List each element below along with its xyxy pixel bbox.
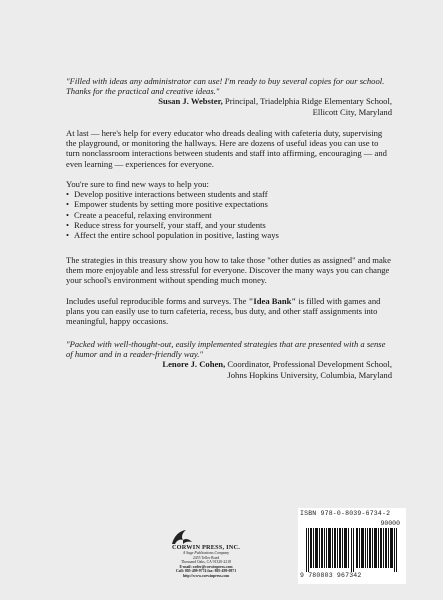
endorsement-2-role: Coordinator, Professional Development School, [227, 359, 392, 370]
benefits-list [66, 189, 392, 240]
intro-paragraph: At last — here's help for every educator who dreads dealing with cafeteria duty, supervising the playground, or monitoring the hallways. Here are dozens of useful ideas you can use to turn nonclassroom interactions between students and staff into affirming, encouraging — and even learning — experiences for everyone. [66, 128, 387, 169]
list-item: • Affect the entire school population in positive, lasting ways [66, 230, 392, 240]
endorsement-2-text: "Packed with well-thought-out, easily implemented strategies that are presented with a sense of humor and in a reader-friendly way." [66, 339, 386, 360]
list-item: • Create a peaceful, relaxing environment [66, 210, 392, 220]
includes-paragraph: Includes useful reproducible forms and surveys. The "Idea Bank" is filled with games and plans you can easily use to turn cafeteria, recess, bus duty, and other staff assignments into meaningful, happy occasions. [66, 296, 381, 327]
barcode-digits: 9 780803 967342 [300, 572, 362, 579]
publisher-company: A Sage Publications Company [182, 551, 230, 555]
isbn-label: ISBN 978-0-8039-6734-2 [300, 510, 391, 517]
strategies-paragraph: The strategies in this treasury show you how to take those "other duties as assigned" and make them more enjoyable and less stressful for everyone. Discover the many ways you can change your school's environment without spending much money. [66, 255, 391, 286]
publisher-block [166, 528, 246, 590]
publisher-web: http://www.corwinpress.com [182, 573, 230, 578]
price-code: 90000 [380, 520, 400, 527]
list-item: • Reduce stress for yourself, your staff, and your students [66, 220, 392, 230]
publisher-phone: Call: 805-499-9774 fax: 805-499-0871 [175, 569, 237, 574]
endorsement-2 [66, 339, 392, 380]
idea-bank-label: "Idea Bank" [248, 296, 297, 306]
endorsement-1 [66, 76, 392, 117]
publisher-email: E-mail: order@corwinpress.com [179, 564, 233, 569]
publisher-address-2: Thousand Oaks, CA 91320-2218 [181, 560, 231, 565]
publisher-name: CORWIN PRESS, INC. [171, 544, 241, 551]
endorsement-1-location: Ellicott City, Maryland [312, 106, 392, 117]
list-item: • Empower students by setting more positive expectations [66, 199, 392, 209]
benefits-heading: You're sure to find new ways to help you: [66, 179, 209, 189]
isbn-barcode [298, 508, 406, 584]
endorsement-1-attribution [66, 96, 392, 116]
benefits-section [66, 179, 392, 240]
publisher-address-1: 2455 Teller Road [192, 555, 220, 560]
endorsement-2-location: Johns Hopkins University, Columbia, Maryland [227, 369, 392, 380]
endorsement-2-name: Lenore J. Cohen, [162, 359, 226, 370]
barcode-bars [306, 528, 400, 572]
endorsement-1-role: Principal, Triadelphia Ridge Elementary School, [224, 96, 392, 107]
list-item: • Develop positive interactions between students and staff [66, 189, 392, 199]
endorsement-2-attribution [66, 359, 392, 379]
endorsement-1-text: "Filled with ideas any administrator can use! I'm ready to buy several copies for our school. Thanks for the practical and creative ideas." [66, 76, 385, 97]
endorsement-1-name: Susan J. Webster, [158, 96, 223, 107]
